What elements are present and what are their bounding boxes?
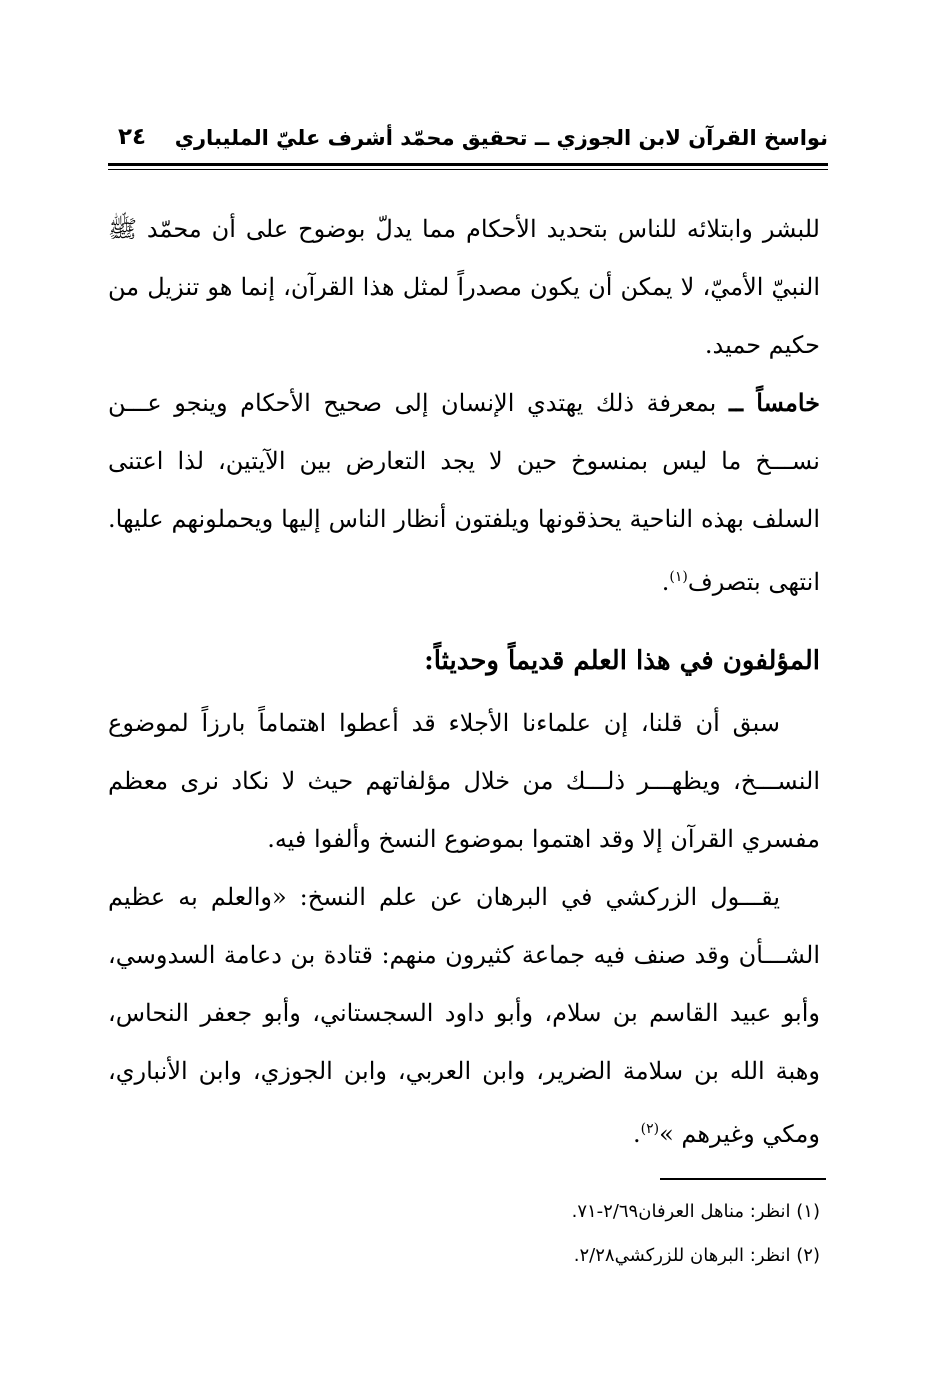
paragraph-1: للبشر وابتلائه للناس بتحديد الأحكام مما يدلّ بوضوح على أن محمّد ﷺ النبيّ الأميّ، لا يمكن أن يكون مصدراً لمثل هذا القرآن، إنما هو تنزيل من حكيم حميد. — [108, 215, 820, 359]
paragraph-4-text: يقـــول الزركشي في البرهان عن علم النسخ: «والعلم به عظيم الشـــأن وقد صنف فيه جماعة كثيرون منهم: قتادة بن دعامة السدوسي، وأبو عبيد القاسم بن سلام، وأبو داود السجستاني، وأبو جعفر النحاس، وهبة الله بن سلامة الضرير، وابن العربي، وابن الجوزي، وابن الأنباري، ومكي وغيرهم » — [108, 883, 820, 1148]
footnotes — [108, 1190, 820, 1278]
paragraph-3: سبق أن قلنا، إن علماءنا الأجلاء قد أعطوا اهتماماً بارزاً لموضوع النســـخ، ويظهـــر ذلـــك من خلال مؤلفاتهم حيث لا نكاد نرى معظم مفسري القرآن إلا وقد اهتموا بموضوع النسخ وألفوا فيه. — [108, 709, 820, 853]
footnote-separator — [660, 1178, 826, 1180]
header-rule-thin — [108, 169, 828, 170]
paragraph-2-text: بمعرفة ذلك يهتدي الإنسان إلى صحيح الأحكام وينجو عـــن نســـخ ما ليس بمنسوخ حين لا يجد التعارض بين الآيتين، لذا اعتنى السلف بهذه الناحية يحذقونها ويلفتون أنظار الناس إليها ويحملونهم عليها. انتهى بتصرف — [108, 389, 821, 596]
paragraph-2: خامساً ــ بمعرفة ذلك يهتدي الإنسان إلى صحيح الأحكام وينجو عـــن نســـخ ما ليس بمنسوخ حين لا يجد التعارض بين الآيتين، لذا اعتنى السلف بهذه الناحية يحذقونها ويلفتون أنظار الناس إليها ويحملونهم عليها. انتهى بتصرف$^{(١)}$. — [108, 388, 821, 596]
header-rule — [108, 163, 828, 166]
body-text-bottom — [108, 694, 820, 1163]
footnote-1: (١) انظر: مناهل العرفان٢/٦٩-٧١. — [571, 1201, 820, 1222]
page-number: ٢٤ — [118, 124, 147, 150]
page-header — [108, 120, 828, 160]
paragraph-4: يقـــول الزركشي في البرهان عن علم النسخ: «والعلم به عظيم الشـــأن وقد صنف فيه جماعة كثيرون منهم: قتادة بن دعامة السدوسي، وأبو عبيد القاسم بن سلام، وأبو داود السجستاني، وأبو جعفر النحاس، وهبة الله بن سلامة الضرير، وابن العربي، وابن الجوزي، وابن الأنباري، ومكي وغيرهم »$^{(٢)}$. — [108, 883, 820, 1148]
section-heading: المؤلفون في هذا العلم قديماً وحديثاً: — [424, 646, 820, 676]
running-title: نواسخ القرآن لابن الجوزي ــ تحقيق محمّد أشرف عليّ المليباري — [174, 126, 828, 150]
body-text-top — [108, 200, 820, 611]
footnote-ref-1: (١) — [669, 569, 688, 585]
footnote-2: (٢) انظر: البرهان للزركشي٢/٢٨. — [573, 1245, 820, 1266]
footnote-ref-2: (٢) — [640, 1121, 660, 1137]
paragraph-2-lead: خامساً ــ — [728, 388, 821, 417]
